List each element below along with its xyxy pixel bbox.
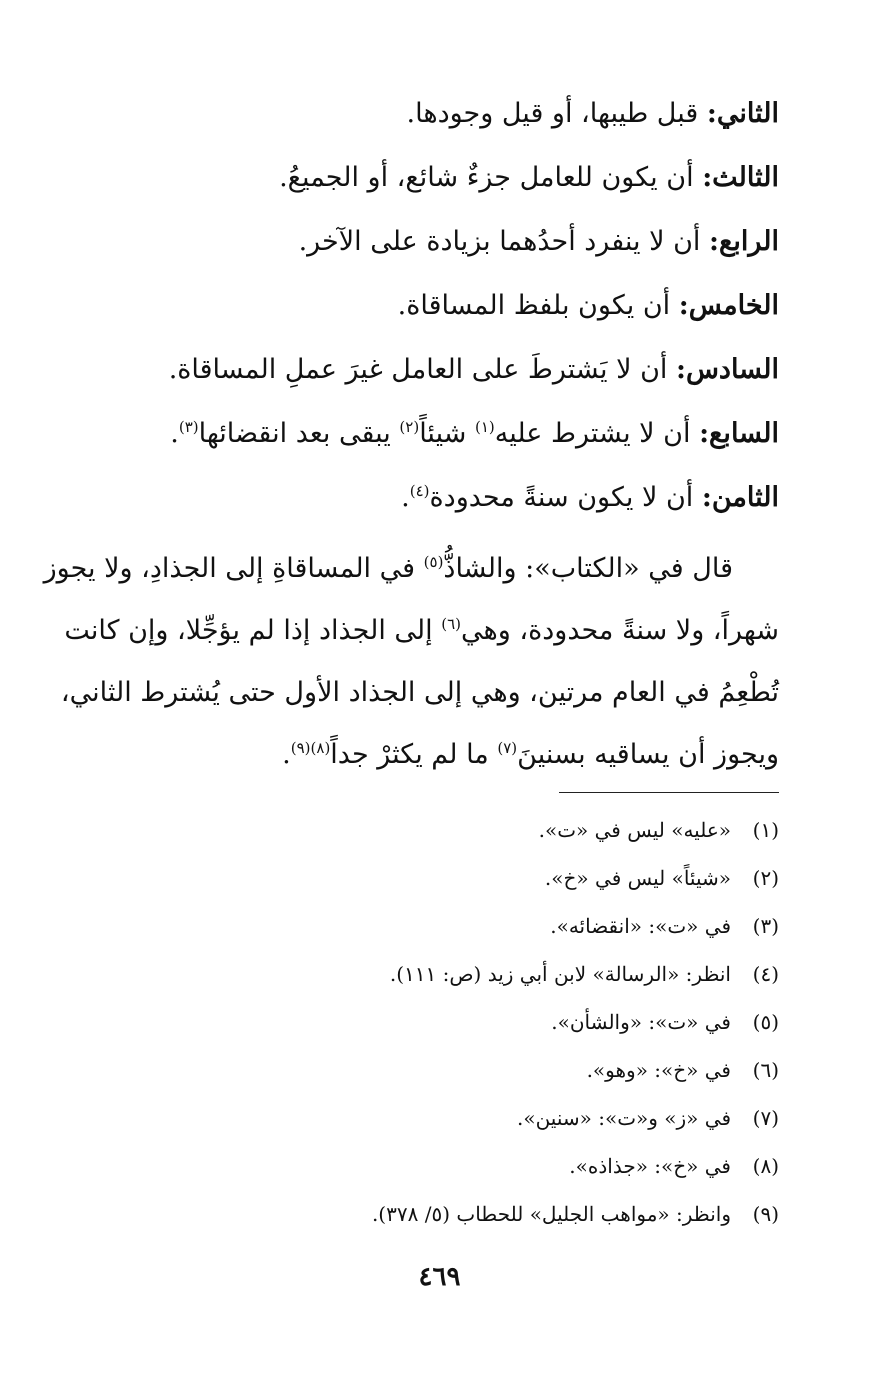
footnote-ref[interactable]: (١) <box>474 418 495 436</box>
condition-label: الخامس: <box>678 290 779 321</box>
condition-text: يبقى بعد انقضائها <box>198 418 391 449</box>
footnote-item <box>103 954 779 1002</box>
footnote-number: (٤) <box>752 962 779 986</box>
footnote-item <box>103 1050 779 1098</box>
condition-text: أن لا يكون سنةً محدودة <box>429 482 694 513</box>
condition-text: أن لا يشترط عليه <box>494 418 691 449</box>
condition-label: السادس: <box>676 354 779 385</box>
footnote-ref[interactable]: (٧) <box>497 739 518 757</box>
condition-text: . <box>401 482 410 513</box>
footnote-item <box>103 1194 779 1242</box>
footnote-number: (٨) <box>752 1154 779 1178</box>
condition-text: شيئاً <box>419 418 467 449</box>
footnote-ref[interactable]: (٢) <box>399 418 420 436</box>
condition-item <box>103 216 779 280</box>
page-number: ٤٦٩ <box>418 1262 461 1292</box>
footnote-divider <box>559 792 779 793</box>
footnote-text: في «ت»: «والشأن». <box>551 1010 731 1034</box>
footnote-text: في «ت»: «انقضائه». <box>550 914 731 938</box>
condition-item <box>103 472 779 536</box>
paragraph-line <box>103 724 779 786</box>
condition-text: أن لا ينفرد أحدُهما بزيادة على الآخر. <box>298 226 701 257</box>
footnote-item <box>103 810 779 858</box>
footnote-number: (٣) <box>752 914 779 938</box>
paragraph-text: شهراً، ولا سنةً محدودة، وهي <box>461 615 779 646</box>
footnote-text: في «خ»: «جذاذه». <box>569 1154 731 1178</box>
paragraph-text: في المساقاةِ إلى الجذادِ، ولا يجوز <box>43 553 416 584</box>
condition-label: الثامن: <box>701 482 779 513</box>
condition-item <box>103 152 779 216</box>
paragraph-text: إلى الجذاد إذا لم يؤجِّلا، وإن كانت <box>64 615 433 646</box>
footnote-number: (٢) <box>752 866 779 890</box>
footnote-item <box>103 1146 779 1194</box>
footnote-ref[interactable]: (٤) <box>409 482 430 500</box>
condition-item <box>103 88 779 152</box>
condition-item <box>103 344 779 408</box>
footnote-ref[interactable]: (٣) <box>178 418 199 436</box>
footnote-text: «عليه» ليس في «ت». <box>538 818 731 842</box>
condition-text: أن يكون بلفظ المساقاة. <box>397 290 671 321</box>
footnote-item <box>103 906 779 954</box>
footnote-ref[interactable]: (٦) <box>441 615 462 633</box>
footnote-text: انظر: «الرسالة» لابن أبي زيد (ص: ١١١). <box>389 962 731 986</box>
footnote-number: (٥) <box>752 1010 779 1034</box>
footnote-text: وانظر: «مواهب الجليل» للحطاب (٥/ ٣٧٨). <box>371 1202 731 1226</box>
footnote-ref[interactable]: (٥) <box>423 553 444 571</box>
footnote-text: في «خ»: «وهو». <box>586 1058 731 1082</box>
footnote-item <box>103 1098 779 1146</box>
footnote-text: «شيئاً» ليس في «خ». <box>544 866 731 890</box>
condition-text: قبل طيبها، أو قيل وجودها. <box>406 98 699 129</box>
paragraph-text: ما لم يكثرْ جداً <box>330 739 489 770</box>
conditions-list <box>103 88 779 536</box>
condition-label: الثالث: <box>702 162 779 193</box>
paragraph-line: تُطْعِمُ في العام مرتين، وهي إلى الجذاد الأول حتى يُشترط الثاني، <box>60 677 779 708</box>
footnote-item <box>103 1002 779 1050</box>
footnote-number: (٦) <box>752 1058 779 1082</box>
body-paragraph <box>43 538 779 786</box>
condition-text: أن لا يَشترطَ على العامل غيرَ عملِ المساقاة. <box>168 354 668 385</box>
paragraph-line <box>43 538 779 600</box>
condition-label: الرابع: <box>709 226 779 257</box>
paragraph-line <box>64 600 779 662</box>
footnote-number: (١) <box>752 818 779 842</box>
footnote-text: في «ز» و«ت»: «سنين». <box>516 1106 731 1130</box>
condition-label: الثاني: <box>706 98 779 129</box>
footnotes-list <box>103 810 779 1242</box>
footnote-number: (٩) <box>752 1202 779 1226</box>
paragraph-text: قال في «الكتاب»: والشاذُّ <box>443 553 733 584</box>
condition-text: أن يكون للعامل جزءٌ شائع، أو الجميعُ. <box>279 162 694 193</box>
footnote-item <box>103 858 779 906</box>
paragraph-text: ويجوز أن يساقيه بسنينَ <box>517 739 779 770</box>
condition-text: . <box>170 418 179 449</box>
footnote-ref[interactable]: (٨)(٩) <box>290 739 331 757</box>
footnote-number: (٧) <box>752 1106 779 1130</box>
condition-item <box>103 408 779 472</box>
condition-label: السابع: <box>699 418 779 449</box>
paragraph-text: . <box>282 739 291 770</box>
condition-item <box>103 280 779 344</box>
